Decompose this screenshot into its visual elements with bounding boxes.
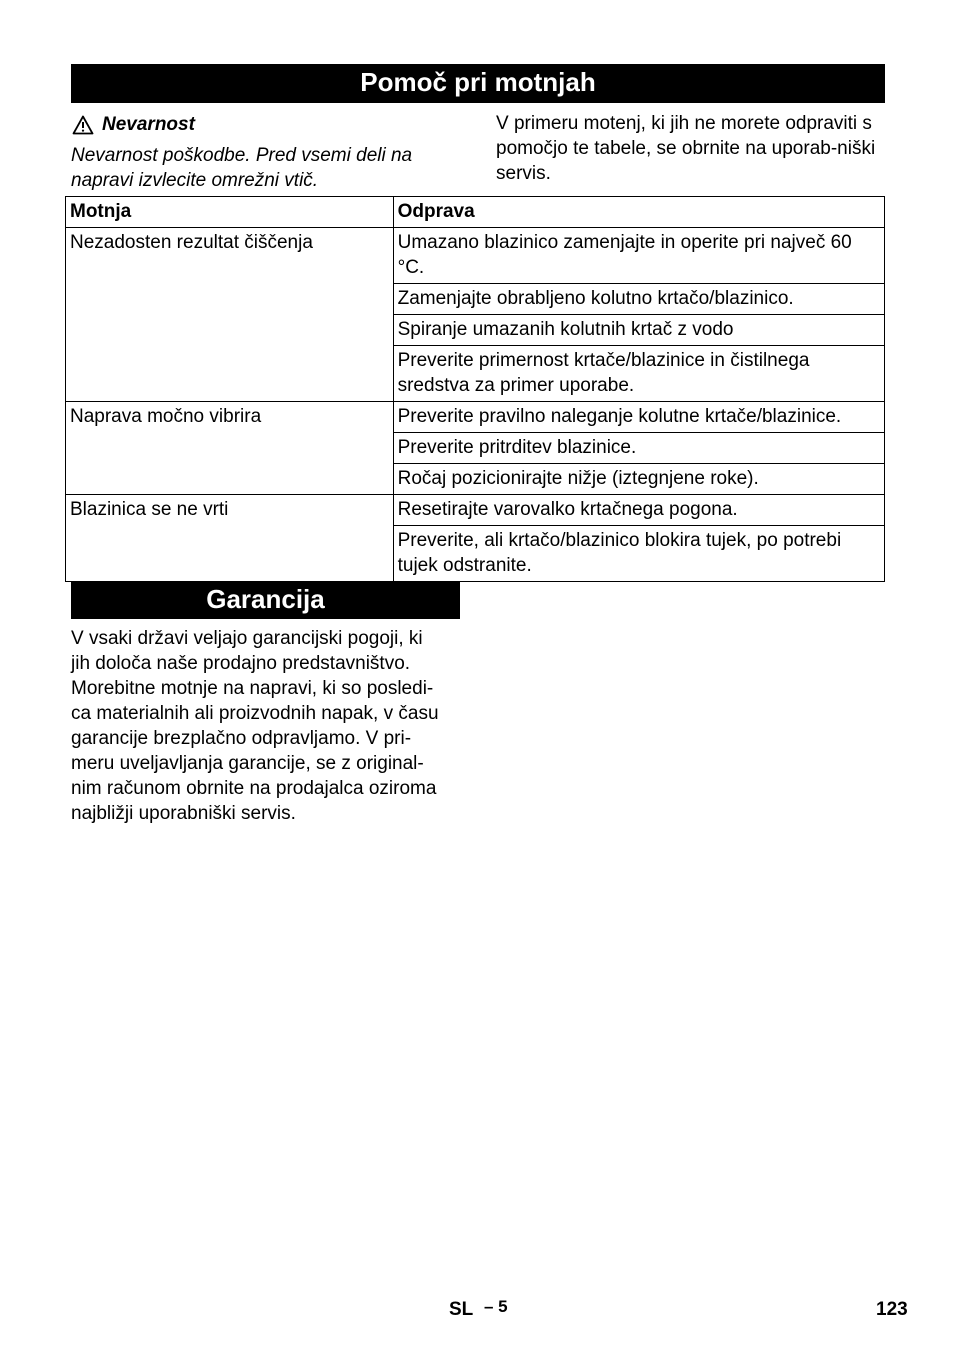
table-header-row: [66, 197, 885, 228]
warranty-line: najbližji uporabniški servis.: [71, 803, 296, 824]
warranty-line: V vsaki državi veljajo garancijski pogoji, ki: [71, 628, 423, 649]
remedy-cell: Resetirajte varovalko krtačnega pogona.: [393, 495, 884, 526]
remedy-cell: Preverite pritrditev blazinice.: [393, 433, 884, 464]
intro-text: V primeru motenj, ki jih ne morete odpraviti s pomočjo te tabele, se obrnite na uporab-niški servis.: [496, 113, 876, 184]
warranty-line: meru uveljavljanja garancije, se z original-: [71, 753, 424, 774]
column-header-fault: Motnja: [66, 197, 394, 228]
warning-triangle-icon: [72, 115, 94, 135]
remedy-cell: Spiranje umazanih kolutnih krtač z vodo: [393, 315, 884, 346]
fault-cell: Blazinica se ne vrti: [66, 495, 394, 582]
warranty-line: jih določa naše prodajno predstavništvo.: [71, 653, 411, 674]
column-header-remedy: Odprava: [393, 197, 884, 228]
remedy-cell: Ročaj pozicionirajte nižje (iztegnjene roke).: [393, 464, 884, 495]
remedy-cell: Preverite primernost krtače/blazinice in čistilnega sredstva za primer uporabe.: [393, 346, 884, 402]
danger-label: Nevarnost: [102, 114, 195, 135]
remedy-cell: Zamenjajte obrabljeno kolutno krtačo/blazinico.: [393, 284, 884, 315]
troubleshooting-table: [65, 196, 885, 582]
danger-heading: [72, 112, 195, 138]
warranty-heading: Garancija: [71, 581, 460, 619]
warranty-line: Morebitne motnje na napravi, ki so posledi-: [71, 678, 434, 699]
remedy-cell: Preverite pravilno naleganje kolutne krtače/blazinice.: [393, 402, 884, 433]
table-row: [66, 495, 885, 526]
table-row: [66, 228, 885, 284]
footer-page-number: 123: [876, 1299, 908, 1320]
danger-text: Nevarnost poškodbe. Pred vsemi deli na napravi izvlecite omrežni vtič.: [71, 145, 413, 191]
remedy-cell: Umazano blazinico zamenjajte in operite pri največ 60 °C.: [393, 228, 884, 284]
table-row: [66, 402, 885, 433]
troubleshooting-heading: Pomoč pri motnjah: [71, 64, 885, 103]
warranty-line: ca materialnih ali proizvodnih napak, v času: [71, 703, 439, 724]
warranty-text: [71, 626, 466, 826]
warranty-line: nim računom obrnite na prodajalca oziroma: [71, 778, 437, 799]
footer-section-page: – 5: [484, 1297, 508, 1316]
fault-cell: Naprava močno vibrira: [66, 402, 394, 495]
warranty-line: garancije brezplačno odpravljamo. V pri-: [71, 728, 412, 749]
remedy-cell: Preverite, ali krtačo/blazinico blokira tujek, po potrebi tujek odstranite.: [393, 526, 884, 582]
footer-language: SL: [449, 1299, 474, 1320]
fault-cell: Nezadosten rezultat čiščenja: [66, 228, 394, 402]
